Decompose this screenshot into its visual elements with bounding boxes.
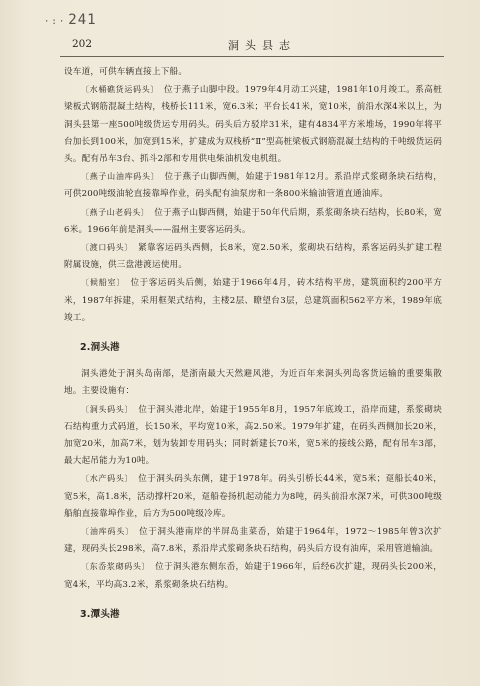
entry-dongtou-wharf [64,401,442,471]
entry-term: 〔东岙浆砌码头〕 [81,562,147,572]
entry-term: 〔水产码头〕 [81,474,130,484]
running-header [60,36,440,54]
entry-text: 位于洞头码头东侧，建于1978年。码头引桥长44米，宽5米；趸船长40米，宽5米，高1.8米，活动撑杆20米，趸船卷扬机起动能力为8吨，码头前沿水深7米，可供300吨级船舶直接靠埠作业，后方为500吨级冷库。 [64,474,443,519]
entry-term: 〔水桶礁货运码头〕 [81,85,156,95]
entry-text: 位于燕子山脚西侧，始建于1981年12月。系沿岸式浆砌条块石结构，可供200吨级油轮直接靠埠作业，码头配有油泵房和一条800米输油管道直通油库。 [64,172,442,200]
entry-term: 〔候船室〕 [81,278,122,288]
entry-ferry-wharf [64,239,442,274]
entry-text: 位于洞头港北岸，始建于1955年8月，1957年底竣工，沿岸而建，系浆砌块石结构重力式码道，长150米，平均宽10米，高2.50米。1979年扩建，在码头西侧加长20米，加宽20米，加高7米，划为装卸专用码头；同时新建长70米，宽5米的接线公路，配有吊车3部，最大起吊能力为10吨。 [64,404,442,467]
archive-stamp [44,12,97,28]
entry-aquatic-wharf [64,470,442,523]
entry-term: 〔渡口码头〕 [81,243,130,253]
page-body [64,64,442,633]
entry-term: 〔燕子山老码头〕 [81,207,146,217]
entry-term: 〔油库码头〕 [81,527,131,537]
stamp-number: 241 [68,12,97,28]
entry-text: 位于洞头港东侧东岙，始建于1966年，后经6次扩建，现码头长200米，宽4米，平均高3.2米，系浆砌条块石结构。 [64,562,442,590]
entry-waiting-room [64,274,442,327]
entry-text: 位于燕子山脚中段。1979年4月动工兴建，1981年10月竣工。系高桩梁板式钢筋混凝土结构，栈桥长111米，宽6.3米；平台长41米，宽10米，前沿水深4米以上，为洞头县第一座500吨级货运专用码头。码头后方驳岸31米，建有4834平方米堆场，1990年将平台加长到100米，加宽到15米，扩建成为双栈桥“Ⅱ”型高桩梁板式钢筋混凝土结构的千吨级货运码头。配有吊车3台、抓斗2部和专用供电柴油机发电机组。 [64,85,442,165]
entry-text: 位于洞头港南岸的半屏岛韭菜岙，始建于1964年，1972～1985年曾3次扩建，现码头长298米，高7.8米，系沿岸式浆砌条块石结构，码头后方设有油库，采用管道输油。 [64,527,443,555]
entry-yanzishan-oil-wharf [64,168,442,203]
page-number: 202 [72,38,93,50]
lead-paragraph: 设车道，可供车辆直接上下船。 [64,67,188,77]
section-heading-tantou-port: 3.潭头港 [80,608,120,620]
entry-shuitongjiao-wharf [64,81,442,168]
section-intro: 洞头港处于洞头岛南部，是浙南最大天然避风港，为近百年来洞头列岛客货运输的重要集散地。主要设施有： [64,369,442,397]
entry-text: 位于客运码头后侧，始建于1966年4月，砖木结构平房，建筑面积约200平方米，1987年拆建，采用框架式结构，主楼2层、瞭望台3层，总建筑面积562平方米，1989年底竣工。 [64,278,442,323]
book-title: 洞头县志 [228,39,296,52]
entry-yanzishan-old-wharf [64,204,442,239]
section-heading-dongtou-port: 2.洞头港 [80,342,120,354]
entry-text: 紧靠客运码头西侧，长8米，宽2.50米，浆砌块石结构，系客运码头扩建工程附属设施，供三盘港渡运使用。 [64,243,443,271]
entry-oil-depot-wharf [64,523,442,558]
entry-term: 〔洞头码头〕 [81,404,130,414]
header-rule [60,56,444,57]
entry-text: 位于燕子山脚西侧，始建于50年代后期，系浆砌条块石结构，长80米，宽6米。1966年前是洞头——温州主要客运码头。 [64,207,443,235]
entry-term: 〔燕子山油库码头〕 [81,172,156,182]
entry-dongao-wharf [64,558,442,593]
stamp-dots: ·:· [44,17,67,27]
